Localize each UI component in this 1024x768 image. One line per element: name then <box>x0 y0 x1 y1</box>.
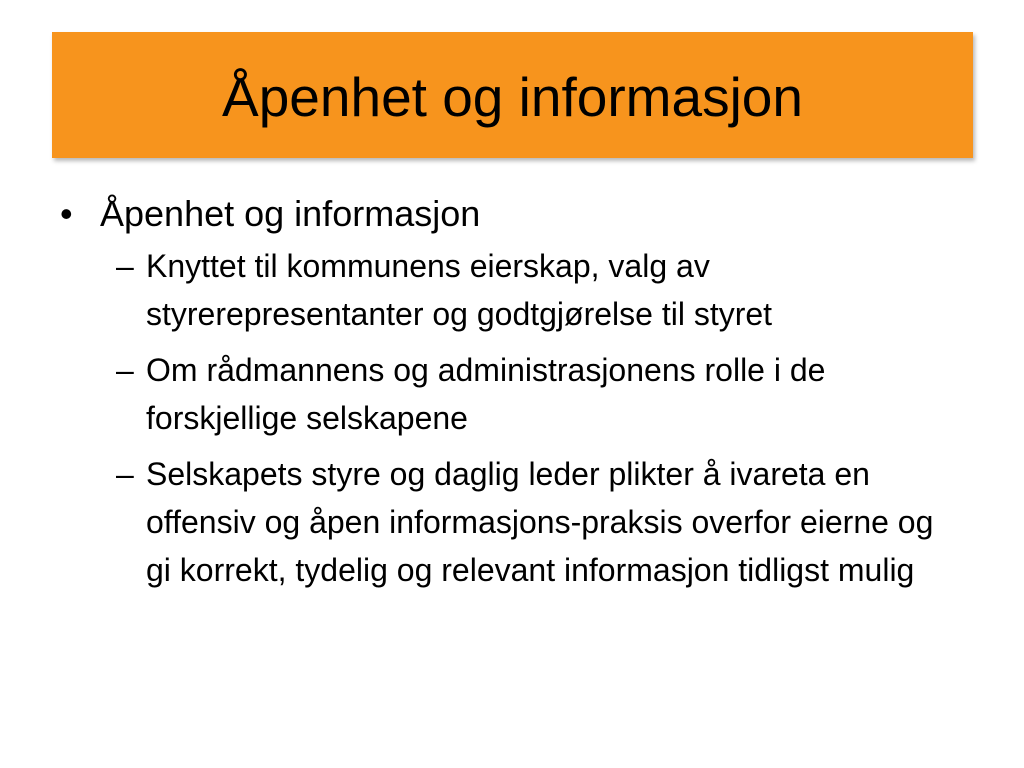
sub-bullet-text: Selskapets styre og daglig leder plikter å ivareta en offensiv og åpen informasjons-praksis overfor eierne og gi korrekt, tydelig og relevant informasjon tidligst mulig <box>146 456 934 588</box>
dash-marker: – <box>116 248 134 284</box>
sub-bullet-text: Knyttet til kommunens eierskap, valg av styrerepresentanter og godtgjørelse til styret <box>146 248 773 332</box>
dash-marker: – <box>116 352 134 388</box>
slide-body <box>60 188 980 602</box>
sub-bullet-text: Om rådmannens og administrasjonens rolle i de forskjellige selskapene <box>146 352 826 436</box>
sub-bullet-item <box>60 242 966 338</box>
dash-marker: – <box>116 456 134 492</box>
slide-title: Åpenhet og informasjon <box>222 65 803 128</box>
bullet-item <box>60 188 980 240</box>
sub-bullet-list <box>60 242 980 594</box>
bullet-marker: • <box>60 193 73 234</box>
title-band <box>52 32 973 158</box>
sub-bullet-item <box>60 450 966 594</box>
sub-bullet-item <box>60 346 966 442</box>
bullet-text: Åpenhet og informasjon <box>100 193 481 234</box>
